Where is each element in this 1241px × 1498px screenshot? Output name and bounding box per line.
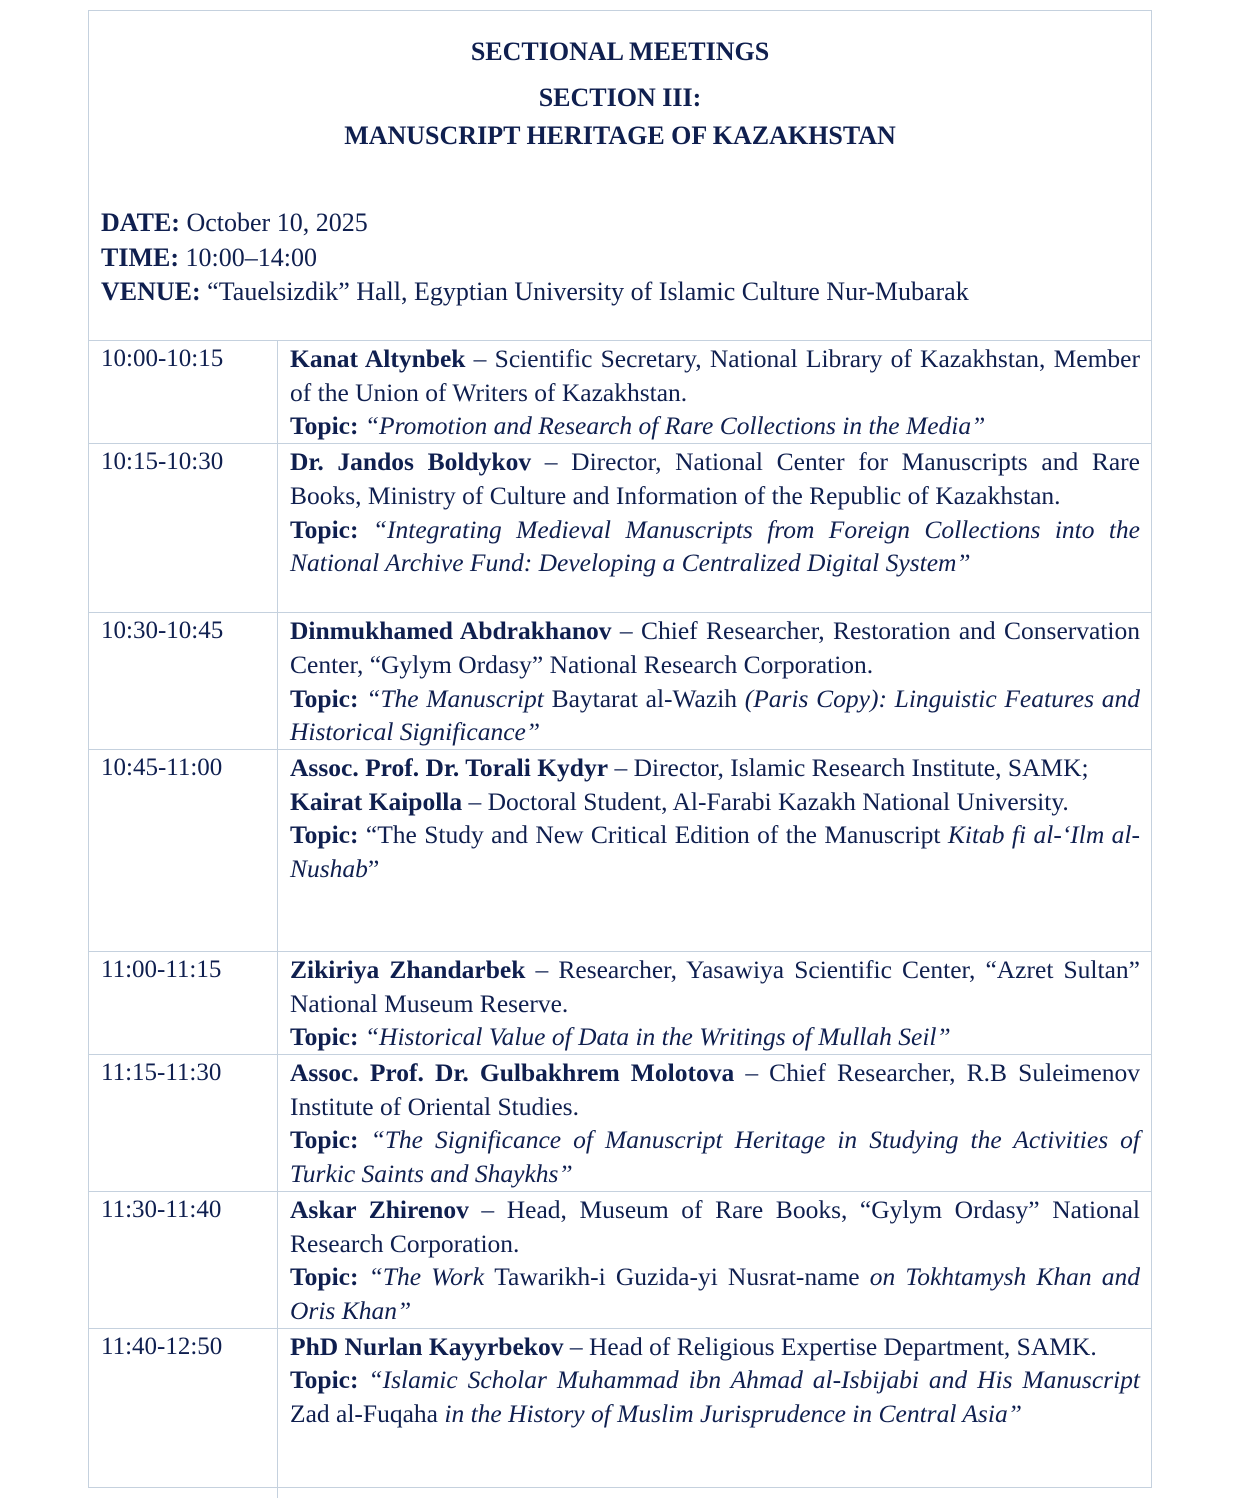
time-cell: 11:00-11:15: [89, 951, 278, 1054]
manuscript-title: Baytarat al-Wazih: [551, 683, 738, 713]
speaker-name: Dr. Jandos Boldykov: [290, 447, 532, 477]
speaker-role: – Director, National Center for Manuscripts and Rare Books, Ministry of Culture and Information of the Republic of Kazakhstan.: [290, 447, 1140, 510]
manuscript-title: Tawarikh-i Guzida-yi Nusrat-name: [494, 1262, 860, 1292]
speaker-entry: [290, 953, 1140, 1020]
time-value: 10:00–14:00: [185, 242, 317, 272]
manuscript-title: Zad al-Fuqaha: [290, 1399, 438, 1429]
table-row: [89, 341, 1152, 444]
topic-line: [290, 1260, 1140, 1327]
speaker-entry: [290, 1056, 1140, 1123]
topic-label: Topic:: [290, 1365, 359, 1395]
time-cell: 11:15-11:30: [89, 1055, 278, 1192]
table-row: [89, 444, 1152, 613]
speaker-cell: [278, 1328, 1153, 1498]
topic-part: “The Work: [368, 1262, 495, 1292]
date-value: October 10, 2025: [186, 208, 368, 237]
date-label: DATE:: [101, 208, 180, 237]
speaker-entry: [290, 785, 1140, 819]
manuscript-title: Kitab fi al-ʻIlm al-Nushab: [290, 820, 1141, 884]
speaker-role: – Chief Researcher, R.B Suleimenov Institute of Oriental Studies.: [290, 1058, 1141, 1121]
speaker-entry: [290, 614, 1140, 681]
topic-line: [290, 513, 1140, 580]
table-row: [89, 749, 1152, 951]
speaker-cell: [278, 341, 1153, 444]
header-block: [89, 11, 1151, 340]
speaker-name: Askar Zhirenov: [290, 1194, 469, 1224]
time-label: TIME:: [101, 242, 179, 272]
venue-line: [101, 275, 969, 310]
time-cell: 10:30-10:45: [89, 613, 278, 750]
speaker-name: Dinmukhamed Abdrakhanov: [290, 616, 612, 646]
topic-label: Topic:: [290, 1022, 359, 1052]
topic-line: [290, 1020, 1140, 1054]
topic-title: “Promotion and Research of Rare Collections in the Media”: [364, 411, 986, 441]
speaker-name: Zikiriya Zhandarbek: [290, 954, 526, 984]
topic-title: “The Significance of Manuscript Heritage in Studying the Activities of Turkic Saints and Shaykhs”: [290, 1125, 1141, 1189]
speaker-entry: [290, 342, 1140, 409]
table-row: [89, 1055, 1152, 1192]
time-cell: 10:45-11:00: [89, 749, 278, 951]
topic-line: [290, 1123, 1140, 1190]
speaker-role: – Doctoral Student, Al-Farabi Kazakh National University.: [462, 786, 1069, 816]
time-line: [101, 241, 969, 276]
speaker-name: Kairat Kaipolla: [290, 786, 463, 816]
topic-title: [290, 1262, 1140, 1325]
topic-part: ”: [367, 854, 380, 884]
time-cell: 11:40-12:50: [89, 1328, 278, 1498]
speaker-cell: [278, 749, 1153, 951]
speaker-name: Assoc. Prof. Dr. Torali Kydyr: [290, 752, 609, 782]
topic-part: “Islamic Scholar Muhammad ibn Ahmad al-Isbijabi and His Manuscript: [368, 1365, 1141, 1395]
speaker-role: – Head of Religious Expertise Department, SAMK.: [563, 1331, 1097, 1361]
speaker-name: Kanat Altynbek: [290, 344, 466, 373]
time-cell: 10:15-10:30: [89, 444, 278, 613]
topic-label: Topic:: [290, 683, 359, 713]
topic-label: Topic:: [290, 514, 359, 544]
topic-label: Topic:: [290, 1125, 359, 1155]
topic-part: on Tokhtamysh Khan and Oris Khan”: [290, 1262, 1140, 1325]
speaker-entry: [290, 445, 1140, 512]
topic-title: “Integrating Medieval Manuscripts from Foreign Collections into the National Archive Fund: Developing a Centralized Digital System”: [290, 514, 1141, 578]
table-row: [89, 951, 1152, 1054]
speaker-entry: [290, 751, 1140, 785]
speaker-cell: [278, 444, 1153, 613]
schedule-table: [89, 340, 1152, 1498]
topic-title: [290, 684, 1140, 747]
topic-label: Topic:: [290, 411, 359, 441]
speaker-cell: [278, 1055, 1153, 1192]
section-subtitle: MANUSCRIPT HERITAGE OF KAZAKHSTAN: [344, 121, 896, 150]
speaker-cell: [278, 613, 1153, 750]
time-cell: 11:30-11:40: [89, 1191, 278, 1328]
topic-line: [290, 818, 1140, 885]
speaker-entry: [290, 1193, 1140, 1260]
topic-label: Topic:: [290, 1262, 359, 1292]
speaker-name: Assoc. Prof. Dr. Gulbakhrem Molotova: [290, 1058, 735, 1088]
venue-value: “Tauelsizdik” Hall, Egyptian University of Islamic Culture Nur-Mubarak: [207, 277, 969, 306]
topic-label: Topic:: [290, 820, 359, 850]
speaker-cell: [278, 1191, 1153, 1328]
speaker-role: – Director, Islamic Research Institute, SAMK;: [608, 752, 1089, 782]
section-heading: [89, 79, 1151, 155]
topic-part: in the History of Muslim Jurisprudence in Central Asia”: [437, 1399, 1022, 1429]
topic-line: [290, 682, 1140, 749]
topic-line: [290, 1363, 1140, 1430]
program-frame: [88, 10, 1152, 1488]
topic-part: “The Study and New Critical Edition of the Manuscript: [365, 820, 948, 850]
topic-title: “Historical Value of Data in the Writings of Mullah Seil”: [364, 1022, 951, 1052]
date-line: [101, 206, 969, 241]
page-title: SECTIONAL MEETINGS: [470, 37, 770, 66]
table-row: [89, 1191, 1152, 1328]
topic-part: “The Manuscript: [366, 683, 552, 713]
speaker-role: – Head, Museum of Rare Books, “Gylym Ordasy” National Research Corporation.: [290, 1194, 1140, 1258]
venue-label: VENUE:: [101, 277, 201, 306]
topic-title: [290, 1365, 1140, 1428]
speaker-entry: [290, 1330, 1140, 1364]
table-row: [89, 1328, 1152, 1498]
topic-title: [290, 820, 1140, 883]
section-number: SECTION III:: [538, 83, 702, 112]
speaker-role: – Researcher, Yasawiya Scientific Center, “Azret Sultan” National Museum Reserve.: [290, 954, 1140, 1018]
topic-line: [290, 409, 1140, 443]
speaker-role: – Scientific Secretary, National Library of Kazakhstan, Member of the Union of Writers of Kazakhstan.: [290, 344, 1140, 407]
topic-part: (Paris Copy): Linguistic Features and Historical Significance”: [290, 683, 1140, 747]
table-row: [89, 613, 1152, 750]
speaker-role: – Chief Researcher, Restoration and Conservation Center, “Gylym Ordasy” National Research Corporation.: [290, 616, 1140, 679]
speaker-name: PhD Nurlan Kayyrbekov: [290, 1331, 564, 1361]
speaker-cell: [278, 951, 1153, 1054]
time-cell: 10:00-10:15: [89, 341, 278, 444]
meeting-info: [101, 206, 969, 310]
